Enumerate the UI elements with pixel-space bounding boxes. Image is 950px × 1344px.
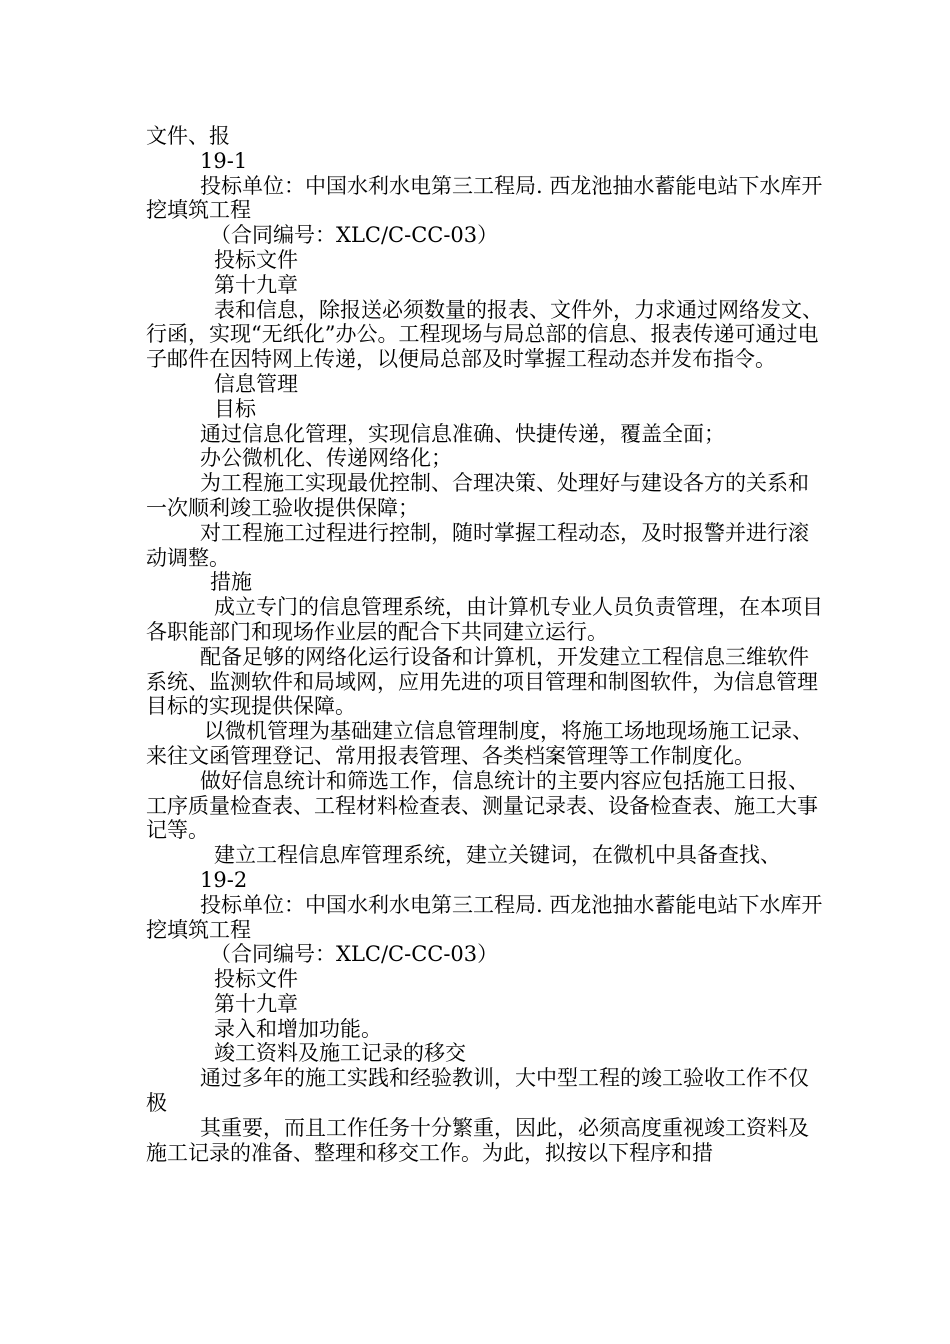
section-heading: 竣工资料及施工记录的移交	[214, 1041, 466, 1066]
subsection-heading: 措施	[210, 570, 252, 595]
header-contract-number: （合同编号：XLC/C-CC-03）	[210, 223, 499, 248]
paragraph: 表和信息，除报送必须数量的报表、文件外，力求通过网络发文、行函，实现“无纸化”办公。工程现场与局总部的信息、报表传递可通过电子邮件在因特网上传递，以便局总部及时掌握工程动态并发布指令。	[146, 297, 823, 372]
paragraph: 对工程施工过程进行控制，随时掌握工程动态，及时报警并进行滚动调整。	[146, 520, 809, 570]
paragraph: 录入和增加功能。	[214, 1016, 382, 1041]
header-chapter: 第十九章	[214, 991, 298, 1016]
paragraph: 为工程施工实现最优控制、合理决策、处理好与建设各方的关系和一次顺利竣工验收提供保障；	[146, 471, 809, 520]
paragraph: 成立专门的信息管理系统，由计算机专业人员负责管理，在本项目各职能部门和现场作业层的配合下共同建立运行。	[146, 595, 823, 644]
header-doc-type: 投标文件	[214, 967, 298, 992]
paragraph: 办公微机化、传递网络化；	[200, 446, 452, 471]
paragraph: 做好信息统计和筛选工作，信息统计的主要内容应包括施工日报、工序质量检查表、工程材料检查表、测量记录表、设备检查表、施工大事记等。	[146, 768, 818, 843]
header-doc-type: 投标文件	[214, 247, 298, 272]
section-heading: 信息管理	[214, 371, 298, 396]
paragraph: 以微机管理为基础建立信息管理制度，将施工场地现场施工记录、来往文函管理登记、常用报表管理、各类档案管理等工作制度化。	[146, 719, 813, 768]
page-number: 19-2	[200, 867, 248, 892]
subsection-heading: 目标	[214, 396, 256, 421]
header-bidder: 投标单位：中国水利水电第三工程局. 西龙池抽水蓄能电站下水库开挖填筑工程	[146, 892, 823, 942]
paragraph: 建立工程信息库管理系统，建立关键词，在微机中具备查找、	[214, 843, 781, 868]
paragraph: 其重要，而且工作任务十分繁重，因此，必须高度重视竣工资料及施工记录的准备、整理和移交工作。为此，拟按以下程序和措	[146, 1115, 809, 1165]
document-body	[146, 124, 826, 1165]
paragraph: 配备足够的网络化运行设备和计算机，开发建立工程信息三维软件系统、监测软件和局域网，应用先进的项目管理和制图软件，为信息管理目标的实现提供保障。	[146, 644, 818, 719]
text-line: 文件、报	[146, 124, 230, 148]
header-contract-number: （合同编号：XLC/C-CC-03）	[210, 942, 499, 967]
paragraph: 通过信息化管理，实现信息准确、快捷传递，覆盖全面；	[200, 421, 725, 446]
page-number: 19-1	[200, 148, 248, 173]
header-chapter: 第十九章	[214, 272, 298, 297]
paragraph: 通过多年的施工实践和经验教训，大中型工程的竣工验收工作不仅极	[146, 1066, 809, 1116]
header-bidder: 投标单位：中国水利水电第三工程局. 西龙池抽水蓄能电站下水库开挖填筑工程	[146, 173, 823, 223]
